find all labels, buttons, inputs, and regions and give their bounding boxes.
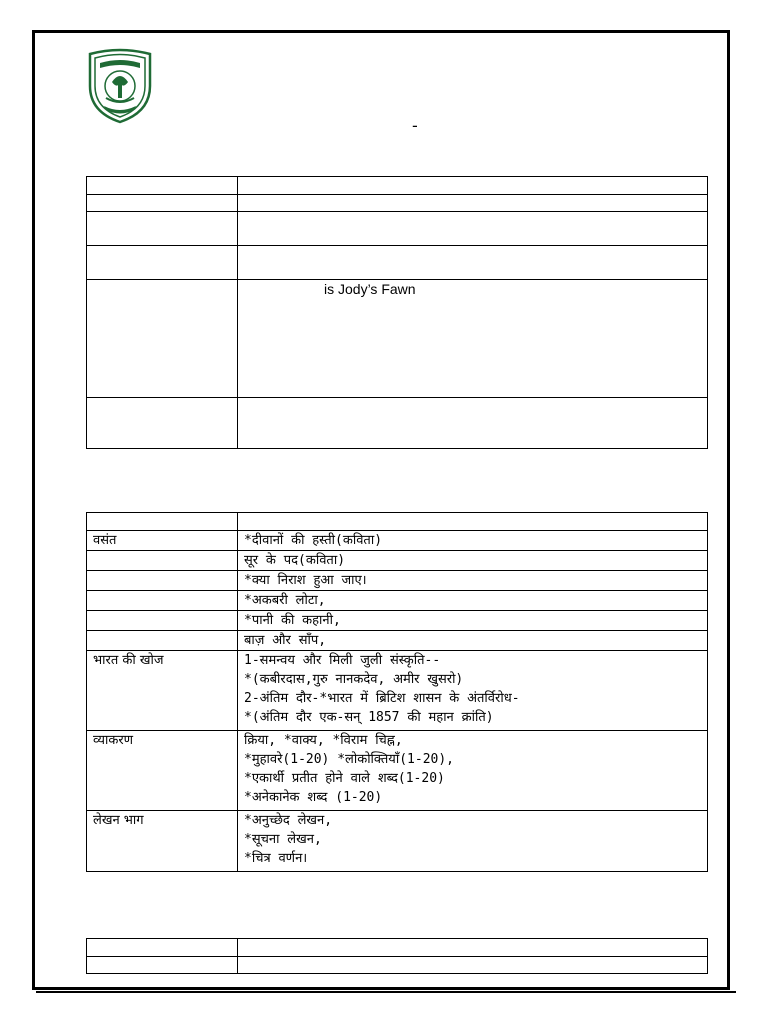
table-cell: [238, 591, 708, 611]
table-row: [87, 551, 708, 571]
syllabus-line: क्रिया, *वाक्य, *विराम चिह्न,: [244, 733, 403, 748]
table-header-cell: [238, 513, 708, 531]
table-cell: [238, 811, 708, 872]
table-syllabus: [86, 512, 708, 872]
novel-title-text: is Jody’s Fawn: [324, 281, 416, 297]
section-label-bharat-ki-khoj: भारत की खोज: [87, 651, 238, 731]
syllabus-line: *मुहावरे(1-20) *लोकोक्तियाँ(1-20),: [244, 752, 454, 767]
table-row: [87, 212, 708, 246]
table-cell: [238, 246, 708, 280]
table-row: [87, 651, 708, 731]
section-label-vyakaran: व्याकरण: [87, 731, 238, 811]
table-cell: [238, 280, 708, 398]
section-label-lekhan-bhag: लेखन भाग: [87, 811, 238, 872]
syllabus-line: *(कबीरदास,गुरु नानकदेव, अमीर खुसरो): [244, 672, 464, 687]
table-row: [87, 571, 708, 591]
table-cell: [87, 212, 238, 246]
table-cell: [238, 651, 708, 731]
table-cell: [87, 551, 238, 571]
table-cell: [87, 611, 238, 631]
syllabus-line: 1-समन्वय और मिली जुली संस्कृति--: [244, 653, 441, 668]
table-row: [87, 531, 708, 551]
table-cell: [87, 398, 238, 449]
table-cell: [238, 177, 708, 195]
syllabus-line: *एकार्थी प्रतीत होने वाले शब्द(1-20): [244, 771, 445, 786]
table-row: [87, 591, 708, 611]
table-row: [87, 246, 708, 280]
table-cell: [87, 939, 238, 957]
syllabus-line: सूर के पद(कविता): [244, 553, 346, 568]
table-cell: [87, 591, 238, 611]
table-row: [87, 280, 708, 398]
table-cell: [238, 551, 708, 571]
table-cell: [87, 957, 238, 974]
table-row: [87, 398, 708, 449]
syllabus-line: 2-अंतिम दौर-*भारत में ब्रिटिश शासन के अंतर्विरोध-: [244, 691, 520, 706]
table-row: [87, 939, 708, 957]
table-cell: [238, 195, 708, 212]
table-cell: [87, 246, 238, 280]
table-row: [87, 611, 708, 631]
table-row: [87, 177, 708, 195]
syllabus-line: *पानी की कहानी,: [244, 613, 341, 628]
syllabus-line: *अकबरी लोटा,: [244, 593, 326, 608]
table-row: [87, 811, 708, 872]
table-cell: [238, 531, 708, 551]
table-header-cell: [87, 513, 238, 531]
table-row: [87, 195, 708, 212]
table-header-row: [87, 513, 708, 531]
section-label-vasant: वसंत: [87, 531, 238, 551]
header-dash: -: [412, 116, 418, 135]
table-info: [86, 176, 708, 449]
syllabus-line: *सूचना लेखन,: [244, 832, 322, 847]
table-cell: [238, 631, 708, 651]
page-frame-shadow: [36, 991, 736, 993]
table-cell: [238, 212, 708, 246]
syllabus-line: बाज़ और साँप,: [244, 633, 327, 648]
table-cell: [87, 280, 238, 398]
syllabus-line: *अनुच्छेद लेखन,: [244, 813, 333, 828]
table-footer: [86, 938, 708, 974]
table-cell: [238, 571, 708, 591]
school-crest-logo: [84, 46, 156, 124]
syllabus-line: *क्या निराश हुआ जाए।: [244, 573, 367, 588]
table-cell: [238, 939, 708, 957]
table-cell: [238, 957, 708, 974]
syllabus-line: *चित्र वर्णन।: [244, 851, 308, 866]
table-cell: [87, 571, 238, 591]
table-cell: [238, 611, 708, 631]
table-cell: [87, 195, 238, 212]
table-cell: [238, 398, 708, 449]
table-cell: [87, 177, 238, 195]
table-cell: [238, 731, 708, 811]
table-cell: [87, 631, 238, 651]
table-row: [87, 731, 708, 811]
table-row: [87, 957, 708, 974]
syllabus-line: *दीवानों की हस्ती(कविता): [244, 533, 383, 548]
table-row: [87, 631, 708, 651]
syllabus-line: *अनेकानेक शब्द (1-20): [244, 790, 383, 805]
syllabus-line: *(अंतिम दौर एक-सन् 1857 की महान क्रांति): [244, 710, 494, 725]
